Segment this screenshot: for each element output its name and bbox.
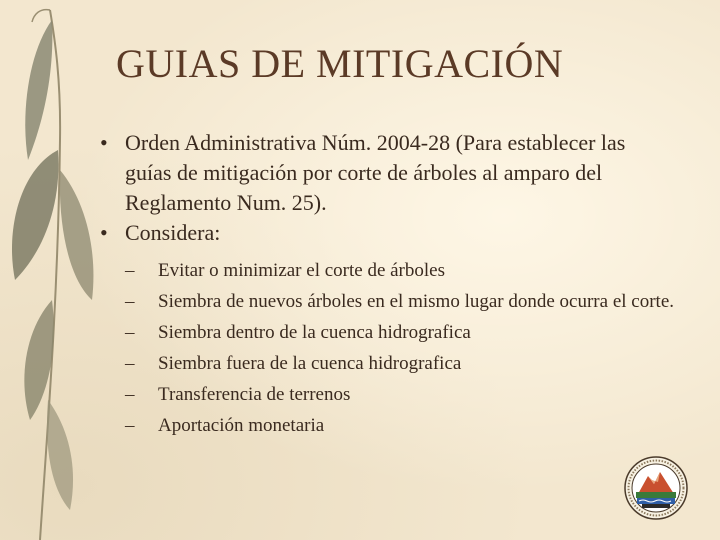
bullet-item xyxy=(96,218,676,437)
bullet-item xyxy=(96,128,676,218)
subitem-text: Aportación monetaria xyxy=(158,415,325,436)
subitem-text: Siembra de nuevos árboles en el mismo lugar donde ocurra el corte. xyxy=(158,291,674,312)
slide-title: GUIAS DE MITIGACIÓN xyxy=(116,41,564,86)
bullet-text: Orden Administrativa Núm. 2004-28 (Para establecer las guías de mitigación por corte de árboles al amparo del Reglamento Num. 25). xyxy=(125,130,626,215)
dash-marker: – xyxy=(125,322,135,343)
subitem-list xyxy=(125,260,676,437)
subitem-text: Siembra dentro de la cuenca hidrografica xyxy=(158,322,471,343)
subitem xyxy=(125,415,676,437)
subitem-text: Evitar o minimizar el corte de árboles xyxy=(158,260,445,281)
subitem xyxy=(125,260,676,282)
subitem-text: Siembra fuera de la cuenca hidrografica xyxy=(158,353,462,374)
bullet-marker: • xyxy=(100,220,108,245)
agency-seal-logo xyxy=(624,456,688,520)
dash-marker: – xyxy=(125,260,135,281)
subitem xyxy=(125,322,676,344)
dash-marker: – xyxy=(125,291,135,312)
bullet-marker: • xyxy=(100,130,108,155)
dash-marker: – xyxy=(125,415,135,436)
subitem xyxy=(125,291,676,313)
dried-leaf-decoration xyxy=(0,0,110,540)
subitem xyxy=(125,384,676,406)
bullet-list xyxy=(96,128,676,446)
bullet-text: Considera: xyxy=(125,220,221,245)
dash-marker: – xyxy=(125,384,135,405)
subitem-text: Transferencia de terrenos xyxy=(158,384,351,405)
subitem xyxy=(125,353,676,375)
dash-marker: – xyxy=(125,353,135,374)
